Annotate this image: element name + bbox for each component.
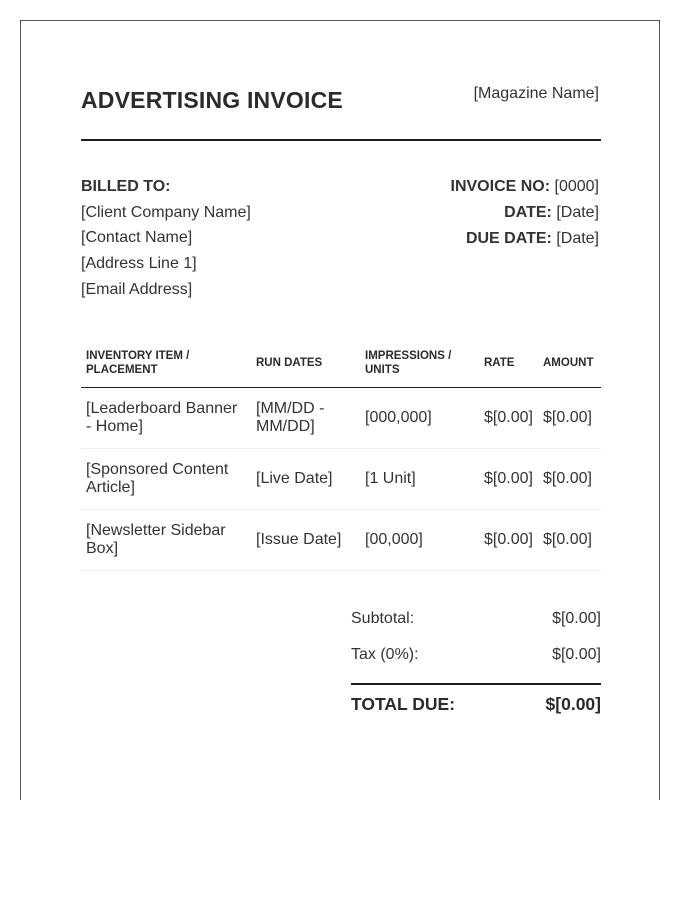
total-due-label: TOTAL DUE: xyxy=(351,694,456,714)
column-header-run-dates: RUN DATES xyxy=(251,339,360,388)
cell-amount: $[0.00] xyxy=(538,449,601,510)
due-date-value: [Date] xyxy=(556,230,599,247)
table-row xyxy=(81,510,601,571)
cell-rate: $[0.00] xyxy=(479,388,538,449)
contact-name: [Contact Name] xyxy=(81,229,193,247)
invoice-title: ADVERTISING INVOICE xyxy=(81,87,343,113)
total-due-row xyxy=(351,694,601,716)
billed-to-block xyxy=(81,174,251,303)
due-date-row xyxy=(451,226,600,252)
cell-impressions: [000,000] xyxy=(360,388,479,449)
column-header-rate: RATE xyxy=(479,339,538,388)
cell-item: [Leaderboard Banner - Home] xyxy=(81,388,251,449)
invoice-number-label: INVOICE NO: xyxy=(450,178,551,195)
table-header-row xyxy=(81,339,601,388)
line-items-table xyxy=(81,339,601,571)
tax-label: Tax (0%): xyxy=(351,646,419,663)
invoice-meta-block xyxy=(451,174,600,252)
cell-rate: $[0.00] xyxy=(479,510,538,571)
table-row xyxy=(81,388,601,449)
table-row xyxy=(81,449,601,510)
cell-rate: $[0.00] xyxy=(479,449,538,510)
cell-run-dates: [Live Date] xyxy=(251,449,360,510)
invoice-number-row xyxy=(451,174,600,200)
due-date-label: DUE DATE: xyxy=(465,230,552,247)
invoice-date-value: [Date] xyxy=(556,204,599,221)
invoice-date-row xyxy=(451,200,600,226)
client-company-name: [Client Company Name] xyxy=(81,203,251,221)
billed-to-label: BILLED TO: xyxy=(81,178,171,195)
cell-run-dates: [Issue Date] xyxy=(251,510,360,571)
column-header-amount: AMOUNT xyxy=(538,339,601,388)
subtotal-row xyxy=(351,610,601,630)
cell-impressions: [1 Unit] xyxy=(360,449,479,510)
invoice-page xyxy=(20,20,660,800)
cell-amount: $[0.00] xyxy=(538,388,601,449)
invoice-number-value: [0000] xyxy=(554,178,599,195)
address-line-1: [Address Line 1] xyxy=(81,255,197,273)
email-address: [Email Address] xyxy=(81,280,193,298)
invoice-date-label: DATE: xyxy=(504,204,552,221)
magazine-name: [Magazine Name] xyxy=(473,85,599,102)
tax-row xyxy=(351,646,601,666)
total-due-value: $[0.00] xyxy=(545,694,601,714)
subtotal-value: $[0.00] xyxy=(552,610,601,627)
cell-amount: $[0.00] xyxy=(538,510,601,571)
tax-value: $[0.00] xyxy=(552,646,601,663)
subtotal-label: Subtotal: xyxy=(351,610,415,627)
column-header-impressions: IMPRESSIONS / UNITS xyxy=(360,339,479,388)
header-divider xyxy=(81,139,601,141)
column-header-item: INVENTORY ITEM / PLACEMENT xyxy=(81,339,251,388)
total-divider xyxy=(351,683,601,685)
cell-item: [Sponsored Content Article] xyxy=(81,449,251,510)
cell-run-dates: [MM/DD - MM/DD] xyxy=(251,388,360,449)
cell-item: [Newsletter Sidebar Box] xyxy=(81,510,251,571)
cell-impressions: [00,000] xyxy=(360,510,479,571)
